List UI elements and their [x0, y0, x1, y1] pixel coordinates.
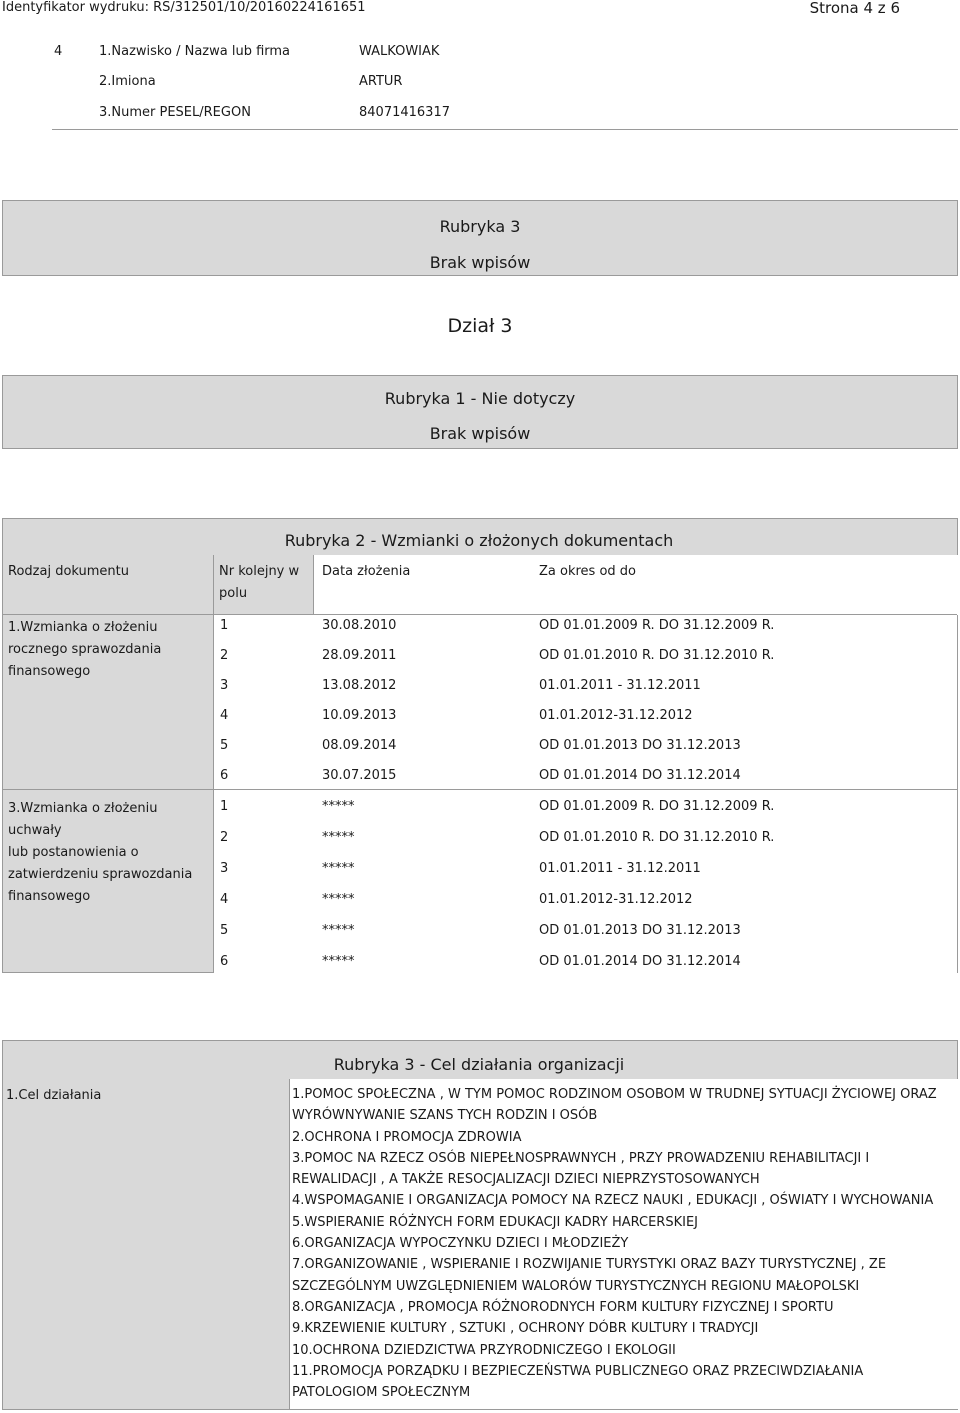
row-period: OD 01.01.2014 DO 31.12.2014 [539, 768, 741, 783]
list-item: 8.ORGANIZACJA , PROMOCJA RÓŻNORODNYCH FORM KULTURY FIZYCZNEJ I SPORTU [292, 1299, 834, 1315]
row-date: ***** [322, 861, 355, 876]
group2-label-line: 3.Wzmianka o złożeniu uchwały [8, 801, 158, 838]
print-identifier: Identyfikator wydruku: RS/312501/10/20160224161651 [2, 0, 366, 15]
row-date: 10.09.2013 [322, 708, 397, 723]
person-block [52, 36, 958, 130]
row-period: OD 01.01.2014 DO 31.12.2014 [539, 954, 741, 969]
first-name-value: ARTUR [359, 74, 403, 89]
col-header-period: Za okres od do [539, 564, 636, 579]
row-period: 01.01.2011 - 31.12.2011 [539, 861, 701, 876]
row-date: ***** [322, 892, 355, 907]
surname-label: 1.Nazwisko / Nazwa lub firma [99, 44, 291, 59]
list-item: 1.POMOC SPOŁECZNA , W TYM POMOC RODZINOM OSOBOM W TRUDNEJ SYTUACJI ŻYCIOWEJ ORAZ WYRÓWNYWANIE SZANS TYCH RODZIN I OSÓB [292, 1087, 937, 1124]
row-date: ***** [322, 923, 355, 938]
list-item: 10.OCHRONA DZIEDZICTWA PRZYRODNICZEGO I EKOLOGII [292, 1342, 676, 1358]
surname-value: WALKOWIAK [359, 44, 440, 59]
row-date: ***** [322, 954, 355, 969]
row-period: OD 01.01.2009 R. DO 31.12.2009 R. [539, 799, 775, 814]
list-item: 11.PROMOCJA PORZĄDKU I BEZPIECZEŃSTWA PUBLICZNEGO ORAZ PRZECIWDZIAŁANIA PATOLOGIOM SPOŁECZNYM [292, 1363, 864, 1401]
group1-label-line: finansowego [8, 664, 91, 679]
row-nr: 6 [220, 954, 229, 969]
list-item: 6.ORGANIZACJA WYPOCZYNKU DZIECI I MŁODZIEŻY [292, 1236, 629, 1252]
row-nr: 2 [220, 648, 229, 663]
row-nr: 3 [220, 678, 229, 693]
row-date: 28.09.2011 [322, 648, 397, 663]
row-nr: 6 [220, 768, 229, 783]
row-date: 08.09.2014 [322, 738, 397, 753]
rubryka3-section [2, 200, 958, 276]
col-header-date: Data złożenia [322, 564, 411, 579]
pesel-value: 84071416317 [359, 105, 450, 120]
row-date: 13.08.2012 [322, 678, 397, 693]
row-nr: 1 [220, 618, 229, 633]
page-number: Strona 4 z 6 [809, 0, 900, 17]
rubryka1-title: Rubryka 1 - Nie dotyczy [384, 389, 576, 408]
list-item: 5.WSPIERANIE RÓŻNYCH FORM EDUKACJI KADRY HARCERSKIEJ [292, 1214, 698, 1230]
col-divider [213, 555, 214, 615]
row-period: OD 01.01.2010 R. DO 31.12.2010 R. [539, 648, 775, 663]
list-item: 2.OCHRONA I PROMOCJA ZDROWIA [292, 1129, 522, 1145]
row-date: ***** [322, 799, 355, 814]
rubryka2-title: Rubryka 2 - Wzmianki o złożonych dokumentach [284, 531, 674, 550]
cel-label: 1.Cel działania [6, 1088, 102, 1103]
row-period: OD 01.01.2009 R. DO 31.12.2009 R. [539, 618, 775, 633]
row-period: 01.01.2012-31.12.2012 [539, 892, 693, 907]
group1-label [8, 617, 208, 683]
row-date: 30.07.2015 [322, 768, 397, 783]
rubryka3-cel-title: Rubryka 3 - Cel działania organizacji [333, 1055, 625, 1074]
group1-label-line: 1.Wzmianka o złożeniu [8, 620, 158, 635]
group-divider [3, 789, 213, 790]
row-date: ***** [322, 830, 355, 845]
col-header-nr-line2: polu [219, 586, 248, 601]
group2-label-line: zatwierdzeniu sprawozdania [8, 867, 193, 882]
rubryka3-title: Rubryka 3 [439, 217, 521, 236]
row-period: 01.01.2011 - 31.12.2011 [539, 678, 701, 693]
header-date-period-cell [313, 555, 958, 615]
rows-area [214, 615, 957, 973]
row-nr: 5 [220, 738, 229, 753]
row-nr: 4 [220, 708, 229, 723]
row-nr: 3 [220, 861, 229, 876]
list-item: 4.WSPOMAGANIE I ORGANIZACJA POMOCY NA RZECZ NAUKI , EDUKACJI , OŚWIATY I WYCHOWANIA [292, 1193, 934, 1209]
row-date: 30.08.2010 [322, 618, 397, 633]
dzial3-title: Dział 3 [447, 315, 513, 337]
group2-label [8, 798, 213, 908]
row-nr: 5 [220, 923, 229, 938]
row-period: OD 01.01.2010 R. DO 31.12.2010 R. [539, 830, 775, 845]
row-nr: 2 [220, 830, 229, 845]
row-period: OD 01.01.2013 DO 31.12.2013 [539, 738, 741, 753]
group1-label-line: rocznego sprawozdania [8, 642, 162, 657]
rubryka1-empty-text: Brak wpisów [429, 424, 531, 443]
divider [52, 129, 958, 130]
list-item: 9.KRZEWIENIE KULTURY , SZTUKI , OCHRONY DÓBR KULTURY I TRADYCJI [292, 1321, 759, 1337]
row-period: OD 01.01.2013 DO 31.12.2013 [539, 923, 741, 938]
col-header-nr-line1: Nr kolejny w [219, 564, 300, 579]
rubryka1-section [2, 375, 958, 449]
row-nr: 4 [220, 892, 229, 907]
list-item: 3.POMOC NA RZECZ OSÓB NIEPEŁNOSPRAWNYCH , PRZY PROWADZENIU REHABILITACJI I REWALIDACJI , A TAKŻE RESOCJALIZACJI DZIECI NIEPRZYSTOSOWANYCH [292, 1150, 870, 1188]
rubryka2-table [2, 518, 958, 973]
col-header-type: Rodzaj dokumentu [8, 564, 129, 579]
pesel-label: 3.Numer PESEL/REGON [99, 105, 251, 120]
first-name-label: 2.Imiona [99, 74, 156, 89]
row-nr: 1 [220, 799, 229, 814]
group2-label-line: lub postanowienia o [8, 845, 139, 860]
rubryka3-empty-text: Brak wpisów [429, 253, 531, 272]
cel-items-list [292, 1084, 952, 1403]
group-divider [214, 789, 957, 790]
person-number: 4 [54, 44, 63, 59]
print-header [0, 0, 960, 20]
group2-label-line: finansowego [8, 889, 91, 904]
row-period: 01.01.2012-31.12.2012 [539, 708, 693, 723]
list-item: 7.ORGANIZOWANIE , WSPIERANIE I ROZWIJANIE TURYSTYKI ORAZ BAZY TURYSTYCZNEJ , ZE SZCZEGÓLNYM UWZGLĘDNIENIEM WALORÓW TURYSTYCZNYCH REGIONU MAŁOPOLSKI [292, 1257, 887, 1294]
